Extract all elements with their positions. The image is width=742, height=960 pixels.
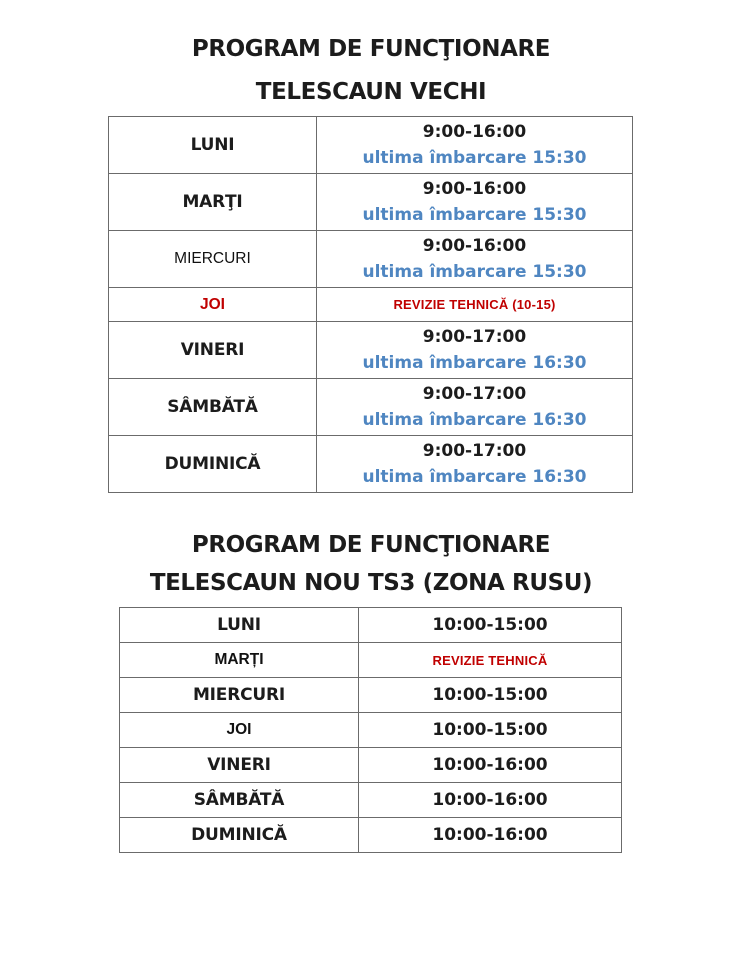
day-cell: JOI — [109, 288, 317, 322]
table-row — [120, 643, 622, 678]
operating-hours: 9:00-16:00 — [422, 236, 527, 256]
operating-hours: 10:00-16:00 — [359, 783, 622, 818]
maintenance-note: REVIZIE TEHNICĂ — [359, 643, 622, 678]
table-row — [109, 379, 633, 436]
last-boarding: ultima îmbarcare 16:30 — [362, 353, 587, 373]
table-row — [120, 748, 622, 783]
hours-cell — [317, 436, 633, 493]
table-row — [120, 678, 622, 713]
operating-hours: 9:00-17:00 — [422, 441, 527, 461]
hours-cell — [317, 322, 633, 379]
day-cell: MIERCURI — [120, 678, 359, 713]
section1-title-line1: PROGRAM DE FUNCŢIONARE — [191, 36, 551, 62]
schedule-table-new-chairlift-ts3 — [119, 607, 622, 853]
day-cell: VINERI — [120, 748, 359, 783]
maintenance-note: REVIZIE TEHNICĂ (10-15) — [317, 288, 633, 322]
operating-hours: 9:00-16:00 — [422, 179, 527, 199]
table-row — [120, 713, 622, 748]
table-row — [109, 231, 633, 288]
operating-hours: 9:00-17:00 — [422, 327, 527, 347]
day-cell: LUNI — [109, 117, 317, 174]
table-row — [109, 174, 633, 231]
schedule-table-old-chairlift — [108, 116, 633, 493]
section2-title-line2: TELESCAUN NOU TS3 (ZONA RUSU) — [149, 570, 593, 596]
day-cell: MARȚI — [120, 643, 359, 678]
table-row — [109, 436, 633, 493]
table-row — [120, 608, 622, 643]
table-row — [109, 288, 633, 322]
operating-hours: 9:00-16:00 — [422, 122, 527, 142]
table-row — [120, 818, 622, 853]
last-boarding: ultima îmbarcare 16:30 — [362, 467, 587, 487]
operating-hours: 10:00-15:00 — [359, 713, 622, 748]
day-cell: MIERCURI — [109, 231, 317, 288]
hours-cell — [317, 379, 633, 436]
last-boarding: ultima îmbarcare 15:30 — [362, 262, 587, 282]
day-cell: VINERI — [109, 322, 317, 379]
day-cell: LUNI — [120, 608, 359, 643]
operating-hours: 10:00-15:00 — [359, 608, 622, 643]
table-row — [109, 322, 633, 379]
hours-cell — [317, 174, 633, 231]
operating-hours: 10:00-16:00 — [359, 818, 622, 853]
section1-title-line2: TELESCAUN VECHI — [255, 79, 487, 105]
day-cell: SÂMBĂTĂ — [109, 379, 317, 436]
table-row — [109, 117, 633, 174]
day-cell: SÂMBĂTĂ — [120, 783, 359, 818]
last-boarding: ultima îmbarcare 15:30 — [362, 148, 587, 168]
day-cell: DUMINICĂ — [120, 818, 359, 853]
day-cell: DUMINICĂ — [109, 436, 317, 493]
day-cell: MARŢI — [109, 174, 317, 231]
last-boarding: ultima îmbarcare 15:30 — [362, 205, 587, 225]
last-boarding: ultima îmbarcare 16:30 — [362, 410, 587, 430]
table-row — [120, 783, 622, 818]
section2-title-line1: PROGRAM DE FUNCŢIONARE — [191, 532, 551, 558]
operating-hours: 9:00-17:00 — [422, 384, 527, 404]
operating-hours: 10:00-15:00 — [359, 678, 622, 713]
hours-cell — [317, 231, 633, 288]
operating-hours: 10:00-16:00 — [359, 748, 622, 783]
hours-cell — [317, 117, 633, 174]
day-cell: JOI — [120, 713, 359, 748]
